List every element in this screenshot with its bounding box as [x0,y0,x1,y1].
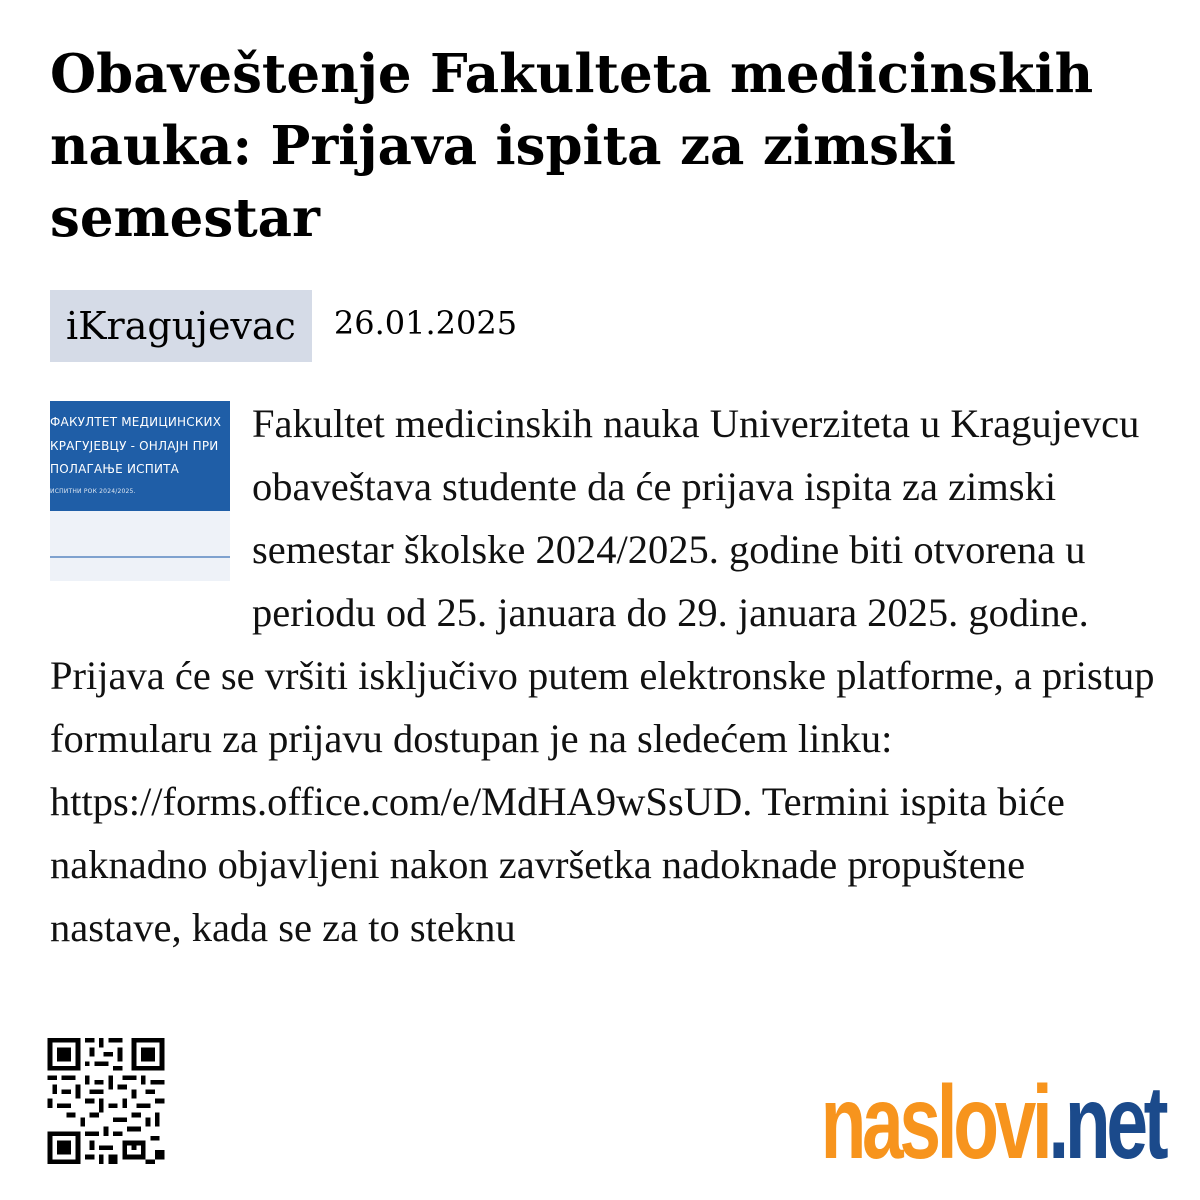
article-thumbnail[interactable] [50,401,230,581]
qr-code[interactable] [47,1038,165,1164]
article-text: Fakultet medicinskih nauka Univerziteta u Kragujevcu obaveštava studente da će prijava ispita za zimski semestar školske 2024/2025. godine biti otvorena u periodu od 25. januara do 29. januara 2025. godine. Prijava će se vršiti isključivo putem elektronske platforme, a pristup formularu za prijavu dostupan je na sledećem linku: https://forms.office.com/e/MdHA9wSsUD. Termini ispita biće naknadno objavljeni nakon završetka nadoknade propuštene nastave, kada se za to steknu [50,401,1155,950]
source-badge[interactable]: iKragujevac [50,290,312,362]
naslovi-logo[interactable] [820,1055,1164,1181]
headline: Obaveštenje Fakulteta medicinskih nauka: Prijava ispita za zimski semestar [50,43,1094,249]
logo-part-net: .net [1048,1065,1164,1181]
thumbnail-line-2: КРАГУЈЕВЦУ - ОНЛАЈН ПРИ [50,439,219,453]
thumbnail-line-1: ФАКУЛТЕТ МЕДИЦИНСКИХ [50,415,222,429]
article-meta [50,290,517,362]
publish-date: 26.01.2025 [333,304,518,342]
thumbnail-divider [50,556,230,558]
thumbnail-line-4: ИСПИТНИ РОК 2024/2025. [50,488,136,495]
article-body [50,392,1155,1012]
thumbnail-lower-panel [50,511,230,581]
thumbnail-line-3: ПОЛАГАЊЕ ИСПИТА [50,462,180,476]
logo-part-naslovi: naslovi [820,1065,1049,1181]
